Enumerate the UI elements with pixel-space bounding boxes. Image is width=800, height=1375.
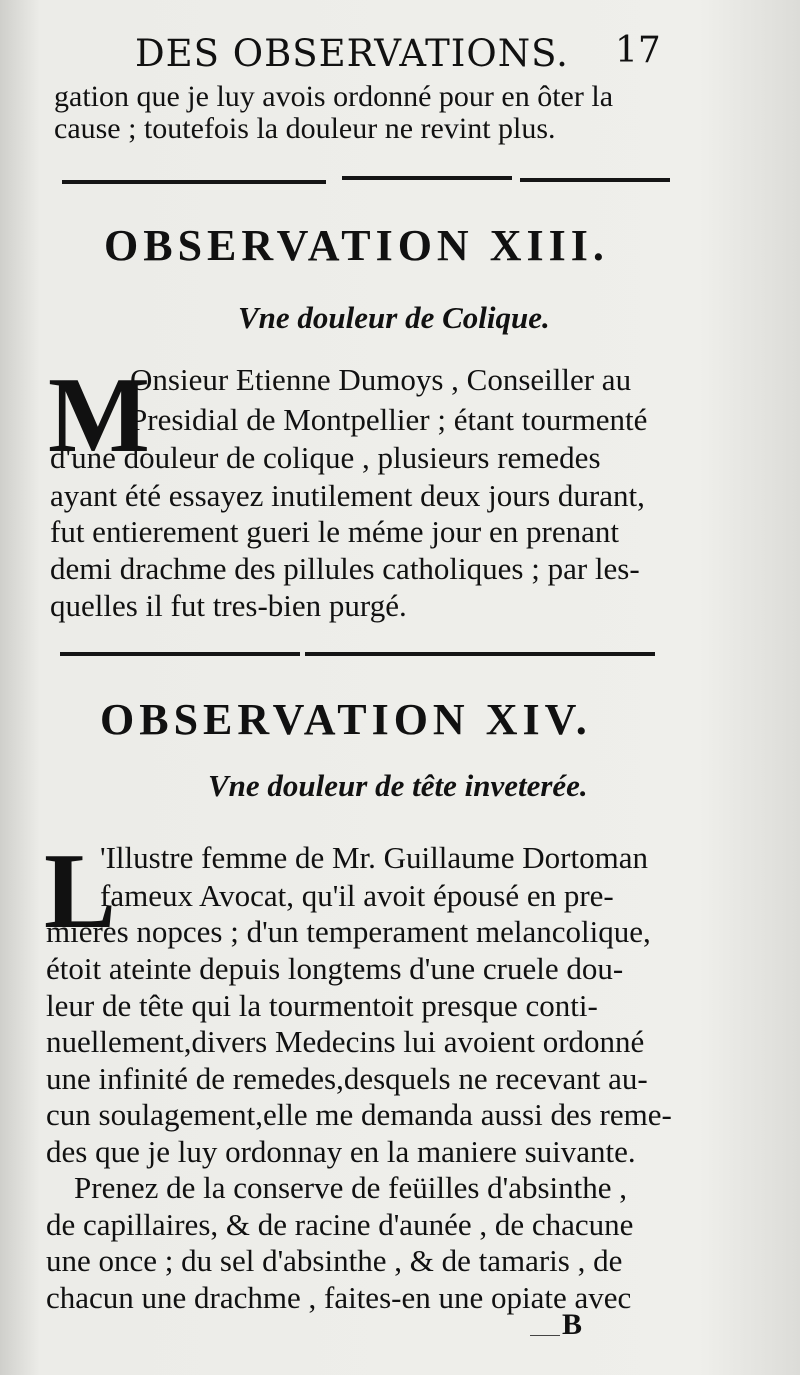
running-head [0, 28, 800, 78]
observation-13-subtitle: Vne douleur de Colique. [238, 300, 550, 335]
text-line: Presidial de Montpellier ; étant tourmenté [130, 402, 648, 437]
text-line: Onsieur Etienne Dumoys , Conseiller au [130, 362, 632, 397]
text-line: 'Illustre femme de Mr. Guillaume Dortoman [100, 840, 648, 875]
section-divider [520, 178, 670, 182]
page-number: 17 [615, 30, 661, 71]
text-line: fameux Avocat, qu'il avoit épousé en pre- [100, 878, 614, 913]
drop-cap: M [48, 356, 150, 475]
observation-14-subtitle: Vne douleur de tête inveterée. [208, 768, 588, 803]
text-line: leur de tête qui la tourmentoit presque conti- [46, 988, 598, 1023]
drop-cap: L [44, 832, 117, 951]
text-line: fut entierement gueri le méme jour en prenant [50, 514, 619, 549]
text-line: gation que je luy avois ordonné pour en ôter la [54, 80, 614, 113]
text-line: de capillaires, & de racine d'aunée , de chacune [46, 1207, 634, 1242]
catchword: B [562, 1308, 583, 1341]
text-line: des que je luy ordonnay en la maniere suivante. [46, 1134, 636, 1169]
catchword-rule [530, 1335, 560, 1336]
section-divider [60, 652, 300, 656]
observation-14-title: OBSERVATION XIV. [100, 695, 592, 744]
text-line: nuellement,divers Medecins lui avoient ordonné [46, 1024, 645, 1059]
text-line: ayant été essayez inutilement deux jours durant, [50, 478, 645, 513]
section-divider [342, 176, 512, 180]
text-line: mieres nopces ; d'un temperament melancolique, [46, 914, 651, 949]
text-line: une infinité de remedes,desquels ne recevant au- [46, 1061, 648, 1096]
observation-13-title: OBSERVATION XIII. [104, 221, 609, 270]
text-line: cun soulagement,elle me demanda aussi des reme- [46, 1097, 672, 1132]
text-line: quelles il fut tres-bien purgé. [50, 588, 407, 623]
running-title: DES OBSERVATIONS. [135, 32, 569, 75]
section-divider [305, 652, 655, 656]
text-line: cause ; toutefois la douleur ne revint plus. [54, 112, 556, 145]
text-line: demi drachme des pillules catholiques ; par les- [50, 551, 640, 586]
text-line: étoit ateinte depuis longtems d'une cruele dou- [46, 951, 624, 986]
text-line: une once ; du sel d'absinthe , & de tamaris , de [46, 1243, 623, 1278]
text-line: chacun une drachme , faites-en une opiate avec [46, 1280, 632, 1315]
text-line: d'une douleur de colique , plusieurs remedes [50, 440, 601, 475]
section-divider [62, 180, 326, 184]
text-line: Prenez de la conserve de feüilles d'absinthe , [74, 1170, 628, 1205]
